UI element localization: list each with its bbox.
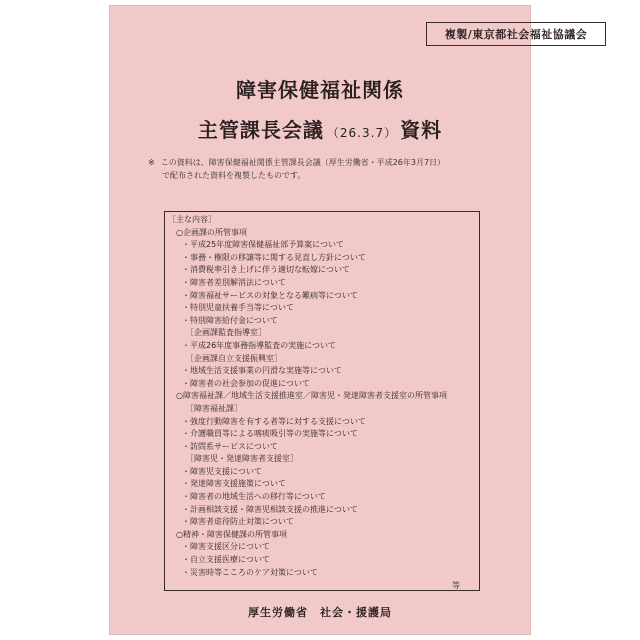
note-line-2: で配布された資料を複製したものです。 (162, 171, 306, 180)
contents-item: ・強度行動障害を有する者等に対する支援について (182, 416, 366, 426)
title-meeting: 主管課長会議 (197, 118, 324, 142)
contents-item: ・訪問系サービスについて (182, 441, 278, 451)
contents-item: ［企画課自立支援振興室］ (186, 353, 282, 363)
copy-note (148, 156, 508, 182)
contents-item: ・障害支援区分について (182, 542, 270, 552)
contents-item: ・計画相談支援・障害児相談支援の推進について (182, 504, 358, 514)
contents-item: ・地域生活支援事業の円滑な実施等について (182, 366, 342, 376)
contents-item: ・特別児童扶養手当等について (182, 303, 294, 313)
contents-heading: ［主な内容］ (168, 215, 216, 224)
note-mark: ※ (148, 158, 155, 167)
contents-item: ・障害者差別解消法について (182, 277, 286, 287)
title-materials: 資料 (400, 118, 443, 142)
contents-item: ［障害児・発達障害者支援室］ (186, 454, 298, 464)
contents-item: ・消費税率引き上げに伴う適切な転嫁について (182, 265, 350, 275)
title-date: （26.3.7） (326, 126, 398, 140)
contents-list (168, 214, 488, 579)
contents-item: ○企画課の所管事項 (176, 227, 247, 237)
contents-item: ［企画課監査指導室］ (186, 328, 266, 338)
contents-item: ・平成26年度事務指導監査の実施について (182, 340, 337, 350)
title-line-1: 障害保健福祉関係 (236, 78, 404, 102)
note-line-1: この資料は、障害保健福祉関係主管課長会議（厚生労働省・平成26年3月7日） (160, 158, 446, 167)
contents-item: ［障害福祉課］ (186, 403, 242, 413)
title-line-2 (110, 114, 530, 143)
contents-item: ・障害福祉サービスの対象となる難病等について (182, 290, 358, 300)
etc-label: 等 (452, 581, 460, 590)
contents-item: ・介護職員等による喀痰吸引等の実施等について (182, 429, 358, 439)
contents-item: ・障害児支援について (182, 466, 262, 476)
contents-item: ・平成25年度障害保健福祉部予算案について (182, 240, 345, 250)
contents-item: ・事務・権限の移譲等に関する見直し方針について (182, 252, 366, 262)
contents-item: ・障害者虐待防止対策について (182, 517, 294, 527)
copy-stamp: 複製/東京都社会福祉協議会 (426, 22, 606, 46)
contents-item: ・障害者の社会参加の促進について (182, 378, 310, 388)
contents-item: ・特別障害給付金について (182, 315, 278, 325)
contents-item: ○精神・障害保健課の所管事項 (176, 529, 287, 539)
contents-item: ・災害時等こころのケア対策について (182, 567, 318, 577)
contents-item: ・障害者の地域生活への移行等について (182, 492, 326, 502)
contents-item: ・発達障害支援施策について (182, 479, 286, 489)
publisher: 厚生労働省 社会・援護局 (248, 606, 392, 619)
document-cover (110, 6, 588, 634)
contents-item: ○障害福祉課／地域生活支援推進室／障害児・発達障害者支援室の所管事項 (176, 391, 447, 401)
contents-item: ・自立支援医療について (182, 555, 270, 565)
